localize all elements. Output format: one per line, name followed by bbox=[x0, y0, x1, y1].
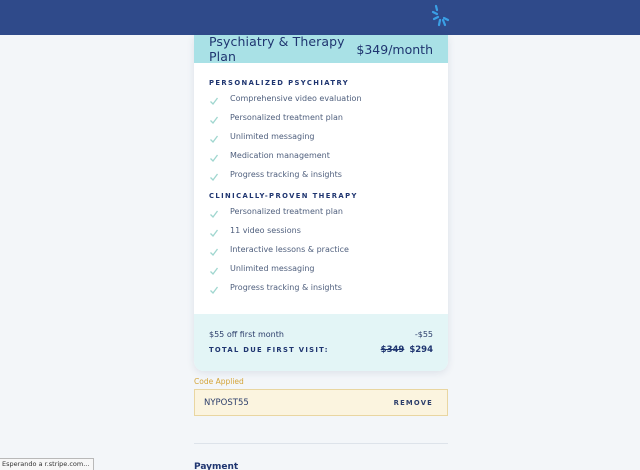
check-icon bbox=[209, 96, 219, 106]
feature-item bbox=[209, 108, 433, 127]
feature-label: Unlimited messaging bbox=[230, 264, 315, 273]
check-icon bbox=[209, 247, 219, 257]
feature-label: Unlimited messaging bbox=[230, 132, 315, 141]
feature-item bbox=[209, 202, 433, 221]
features-section-therapy bbox=[194, 192, 448, 297]
section-divider bbox=[194, 443, 448, 444]
feature-label: Medication management bbox=[230, 151, 330, 160]
section-title: CLINICALLY-PROVEN THERAPY bbox=[209, 192, 358, 200]
plan-price: $349/month bbox=[356, 41, 433, 57]
feature-label: Personalized treatment plan bbox=[230, 207, 343, 216]
feature-item bbox=[209, 127, 433, 146]
order-summary bbox=[194, 314, 448, 371]
total-label: TOTAL DUE FIRST VISIT: bbox=[209, 346, 329, 354]
feature-item bbox=[209, 165, 433, 184]
check-icon bbox=[209, 172, 219, 182]
remove-code-button[interactable]: REMOVE bbox=[393, 398, 433, 407]
plan-name: Psychiatry & Therapy Plan bbox=[209, 35, 345, 64]
feature-item bbox=[209, 146, 433, 165]
payment-heading: Payment bbox=[194, 462, 239, 470]
feature-label: 11 video sessions bbox=[230, 226, 301, 235]
code-applied-label: Code Applied bbox=[194, 377, 244, 386]
feature-label: Interactive lessons & practice bbox=[230, 245, 349, 254]
discount-label: $55 off first month bbox=[209, 330, 284, 339]
promo-code-value: NYPOST55 bbox=[204, 397, 249, 408]
feature-item bbox=[209, 278, 433, 297]
check-icon bbox=[209, 209, 219, 219]
feature-label: Progress tracking & insights bbox=[230, 283, 342, 292]
feature-label: Comprehensive video evaluation bbox=[230, 94, 362, 103]
check-icon bbox=[209, 228, 219, 238]
check-icon bbox=[209, 153, 219, 163]
original-price: $349 bbox=[380, 345, 405, 355]
check-icon bbox=[209, 266, 219, 276]
check-icon bbox=[209, 285, 219, 295]
plan-card bbox=[194, 35, 448, 371]
feature-item bbox=[209, 240, 433, 259]
total-price: $294 bbox=[409, 345, 433, 355]
top-header-bar bbox=[0, 0, 640, 35]
browser-status-bar: Esperando a r.stripe.com... bbox=[0, 458, 94, 470]
total-values bbox=[381, 345, 433, 355]
plan-card-header bbox=[194, 35, 448, 63]
section-title: PERSONALIZED PSYCHIATRY bbox=[209, 79, 350, 87]
total-row bbox=[209, 345, 433, 355]
check-icon bbox=[209, 115, 219, 125]
feature-item bbox=[209, 259, 433, 278]
check-icon bbox=[209, 134, 219, 144]
feature-label: Personalized treatment plan bbox=[230, 113, 343, 122]
promo-code-box bbox=[194, 389, 448, 416]
features-section-psychiatry bbox=[194, 79, 448, 184]
feature-label: Progress tracking & insights bbox=[230, 170, 342, 179]
feature-item bbox=[209, 89, 433, 108]
discount-value: -$55 bbox=[414, 330, 433, 339]
loading-spinner-icon bbox=[430, 4, 450, 28]
feature-item bbox=[209, 221, 433, 240]
discount-row bbox=[209, 330, 433, 339]
